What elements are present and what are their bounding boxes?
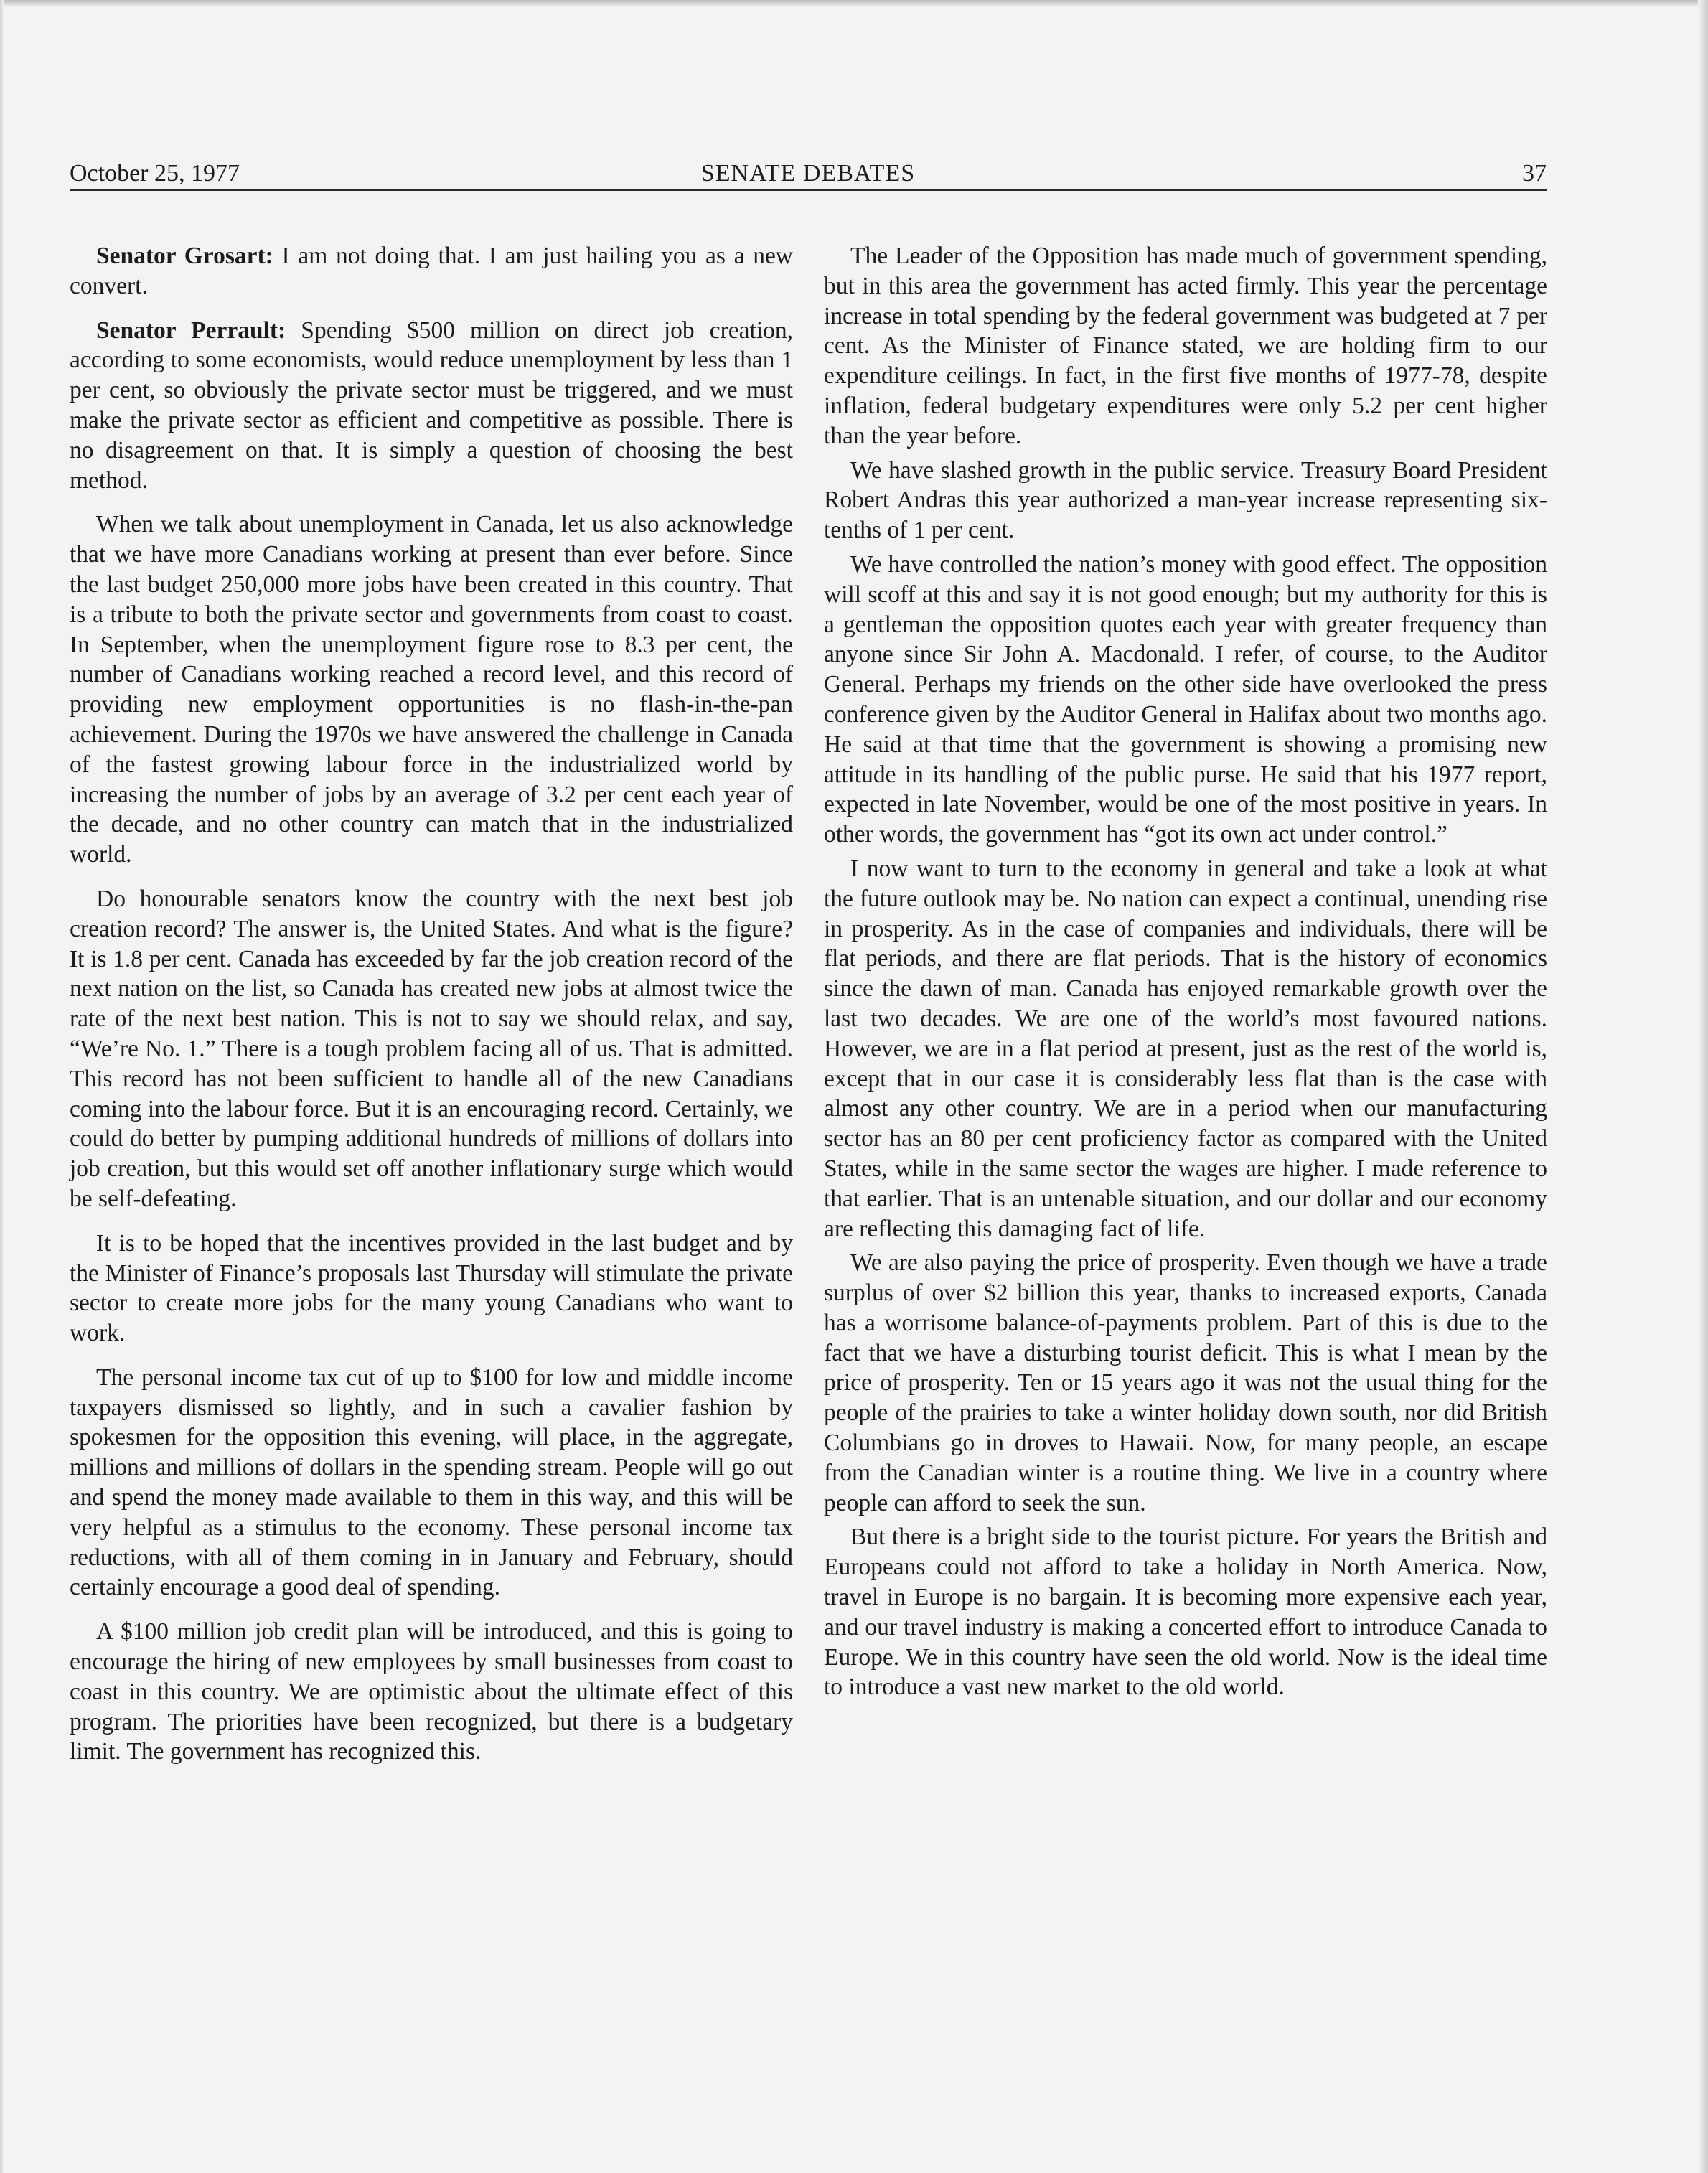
- right-column: [824, 241, 1547, 1707]
- speech-text: Spending $500 million on direct job creation, according to some economists, would reduce unemployment by less than 1 per cent, so obviously the private sector must be triggered, and we must make the private sector as efficient and competitive as possible. There is no disagreement on that. It is simply a question of choosing the best method.: [70, 316, 793, 494]
- paragraph: We are also paying the price of prosperity. Even though we have a trade surplus of over $2 billion this year, thanks to increased exports, Canada has a worrisome balance-of-payments problem. Part of this is due to the fact that we have a disturbing tourist deficit. This is what I mean by the price of prosperity. Ten or 15 years ago it was not the usual thing for the people of the prairies to take a winter holiday down south, nor did British Columbians go in droves to Hawaii. Now, for many people, an escape from the Canadian winter is a routine thing. We live in a country where people can afford to seek the sun.: [824, 1249, 1547, 1516]
- left-column: [70, 241, 793, 1781]
- paragraph: A $100 million job credit plan will be introduced, and this is going to encourage the hiring of new employees by small businesses from coast to coast in this country. We are optimistic about the ultimate effect of this program. The priorities have been recognized, but there is a budgetary limit. The government has recognized this.: [70, 1618, 793, 1765]
- paragraph: I now want to turn to the economy in general and take a look at what the future outlook may be. No nation can expect a continual, unending rise in prosperity. As in the case of companies and individuals, there will be flat periods, and there are flat periods. That is the history of economics since the dawn of man. Canada has enjoyed remarkable growth over the last two decades. We are one of the world’s most favoured nations. However, we are in a flat period at present, just as the rest of the world is, except that in our case it is considerably less flat than is the case with almost any other country. We are in a period when our manufacturing sector has an 80 per cent proficiency factor as compared with the United States, while in the same sector the wages are higher. I made reference to that earlier. That is an untenable situation, and our dollar and our economy are reflecting this damaging fact of life.: [824, 855, 1547, 1242]
- paragraph: But there is a bright side to the tourist picture. For years the British and Europeans could not afford to take a holiday in North America. Now, travel in Europe is no bargain. It is becoming more expensive each year, and our travel industry is making a concerted effort to introduce Canada to Europe. We in this country have seen the old world. Now is the ideal time to introduce a vast new market to the old world.: [824, 1524, 1547, 1701]
- speech-text: I am not doing that. I am just hailing you as a new convert.: [70, 243, 794, 299]
- page-header: [70, 156, 1547, 191]
- speaker-name: Senator Perrault:: [96, 316, 286, 344]
- header-rule: [70, 189, 1547, 191]
- paragraph: The Leader of the Opposition has made much of government spending, but in this area the government has acted firmly. This year the percentage increase in total spending by the federal government was budgeted at 7 per cent. As the Minister of Finance stated, we are holding firm to our expenditure ceilings. In fact, in the first five months of 1977-78, despite inflation, federal budgetary expenditures were only 5.2 per cent higher than the year before.: [824, 243, 1547, 449]
- scan-edge-left: [0, 0, 4, 2173]
- paragraph: We have slashed growth in the public service. Treasury Board President Robert Andras this year authorized a man-year increase representing six-tenths of 1 per cent.: [824, 456, 1547, 544]
- header-title: SENATE DEBATES: [700, 160, 916, 187]
- paragraph: Do honourable senators know the country with the next best job creation record? The answer is, the United States. And what is the figure? It is 1.8 per cent. Canada has exceeded by far the job creation record of the next nation on the list, so Canada has created new jobs at almost twice the rate of the next best nation. This is not to say we should relax, and say, “We’re No. 1.” There is a tough problem facing all of us. That is admitted. This record has not been sufficient to handle all of the new Canadians coming into the labour force. But it is an encouraging record. Certainly, we could do better by pumping additional hundreds of millions of dollars into job creation, but this would set off another inflationary surge which would be self-defeating.: [70, 885, 793, 1212]
- paragraph: We have controlled the nation’s money with good effect. The opposition will scoff at this and say it is not good enough; but my authority for this is a gentleman the opposition quotes each year with greater frequency than anyone since Sir John A. Macdonald. I refer, of course, to the Auditor General. Perhaps my friends on the other side have overlooked the press conference given by the Auditor General in Halifax about two months ago. He said at that time that the government is showing a promising new attitude in its handling of the public purse. He said that his 1977 report, expected in late November, would be one of the most positive in years. In other words, the government has “got its own act under control.”: [824, 550, 1547, 848]
- speaker-name: Senator Grosart:: [96, 243, 273, 269]
- paragraph: It is to be hoped that the incentives provided in the last budget and by the Minister of Finance’s proposals last Thursday will stimulate the private sector to create more jobs for the many young Canadians who want to work.: [70, 1229, 793, 1347]
- scan-edge-top: [0, 0, 1708, 7]
- page-number: 37: [1522, 160, 1547, 187]
- paragraph: [70, 316, 793, 496]
- scan-edge-right: [1698, 0, 1708, 2173]
- paragraph: The personal income tax cut of up to $100 for low and middle income taxpayers dismissed so lightly, and in such a cavalier fashion by spokesmen for the opposition this evening, will place, in the aggregate, millions and millions of dollars in the spending stream. People will go out and spend the money made available to them in this way, and this will be very helpful as a stimulus to the economy. These personal income tax reductions, with all of them coming in in January and February, should certainly encourage a good deal of spending.: [70, 1364, 793, 1601]
- paragraph: [70, 241, 793, 301]
- paragraph: When we talk about unemployment in Canada, let us also acknowledge that we have more Canadians working at present than ever before. Since the last budget 250,000 more jobs have been created in this country. That is a tribute to both the private sector and governments from coast to coast. In September, when the unemployment figure rose to 8.3 per cent, the number of Canadians working reached a record level, and this record of providing new employment opportunities is no flash-in-the-pan achievement. During the 1970s we have answered the challenge in Canada of the fastest growing labour force in the industrialized world by increasing the number of jobs by an average of 3.2 per cent each year of the decade, and no other country can match that in the industrialized world.: [70, 511, 793, 868]
- header-date: October 25, 1977: [70, 160, 240, 187]
